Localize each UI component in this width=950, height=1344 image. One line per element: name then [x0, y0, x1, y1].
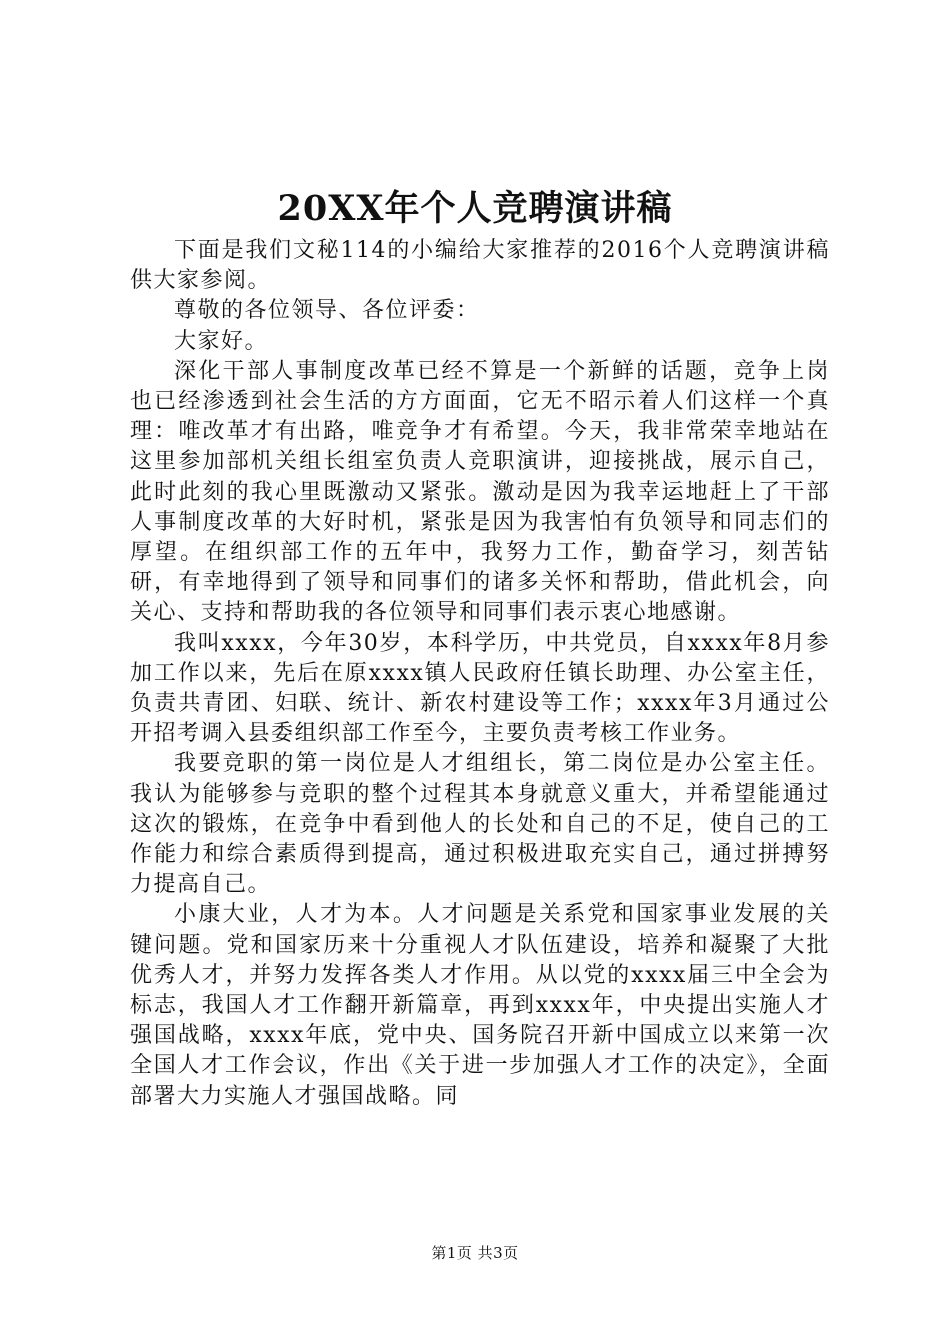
paragraph-self-introduction: 我叫xxxx，今年30岁，本科学历，中共党员，自xxxx年8月参加工作以来，先后在原xxxx镇人民政府任镇长助理、办公室主任，负责共青团、妇联、统计、新农村建设等工作；xxxx年3月通过公开招考调入县委组织部工作至今，主要负责考核工作业务。: [130, 630, 830, 747]
paragraph-intro: 下面是我们文秘114的小编给大家推荐的2016个人竞聘演讲稿供大家参阅。: [130, 238, 830, 294]
paragraph-greeting: 大家好。: [174, 328, 269, 354]
paragraph-talent-strategy: 小康大业，人才为本。人才问题是关系党和国家事业发展的关键问题。党和国家历来十分重视人才队伍建设，培养和凝聚了大批优秀人才，并努力发挥各类人才作用。从以党的xxxx届三中全会为标志，我国人才工作翻开新篇章，再到xxxx年，中央提出实施人才强国战略，xxxx年底，党中央、国务院召开新中国成立以来第一次全国人才工作会议，作出《关于进一步加强人才工作的决定》，全面部署大力实施人才强国战略。同: [130, 902, 830, 1109]
paragraph-salutation: 尊敬的各位领导、各位评委：: [174, 298, 480, 324]
paragraph-target-positions: 我要竞职的第一岗位是人才组组长，第二岗位是办公室主任。我认为能够参与竞职的整个过程其本身就意义重大，并希望能通过这次的锻炼，在竞争中看到他人的长处和自己的不足，使自己的工作能力和综合素质得到提高，通过积极进取充实自己，通过拼搏努力提高自己。: [130, 751, 830, 898]
paragraph-reform: 深化干部人事制度改革已经不算是一个新鲜的话题，竞争上岗也已经渗透到社会生活的方方面面，它无不昭示着人们这样一个真理：唯改革才有出路，唯竞争才有希望。今天，我非常荣幸地站在这里参加部机关组长组室负责人竞职演讲，迎接挑战，展示自己，此时此刻的我心里既激动又紧张。激动是因为我幸运地赶上了干部人事制度改革的大好时机，紧张是因为我害怕有负领导和同志们的厚望。在组织部工作的五年中，我努力工作，勤奋学习，刻苦钻研，有幸地得到了领导和同事们的诸多关怀和帮助，借此机会，向关心、支持和帮助我的各位领导和同事们表示衷心地感谢。: [130, 358, 830, 626]
document-title: 20XX年个人竞聘演讲稿: [277, 188, 673, 229]
page-footer: 第1页 共3页: [431, 1244, 519, 1262]
document-body: [130, 236, 830, 1112]
